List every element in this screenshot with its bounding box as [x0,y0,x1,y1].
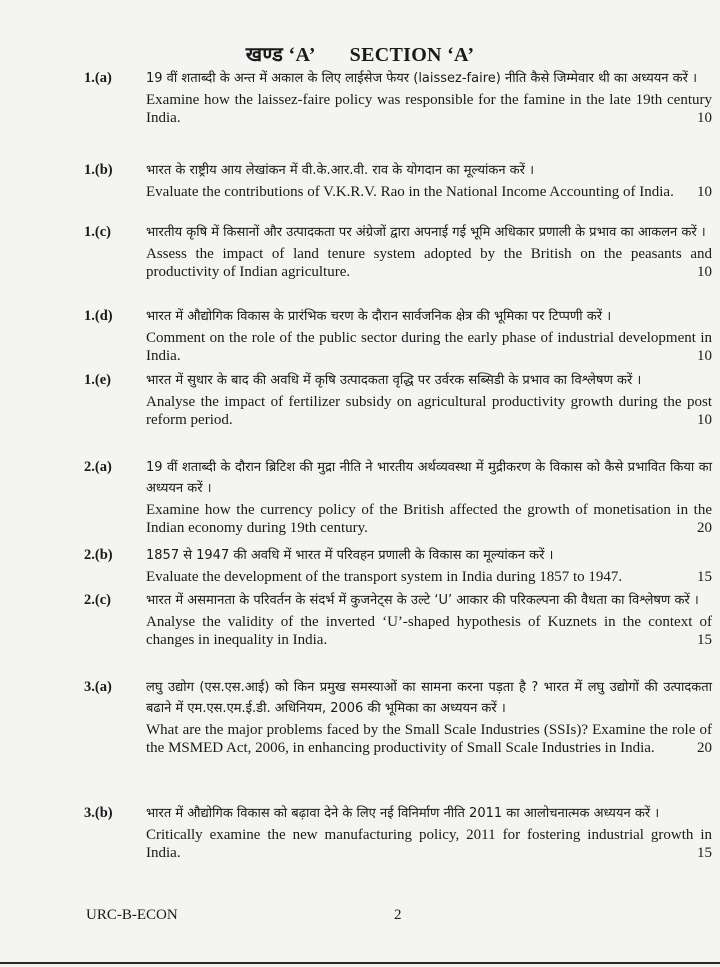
question-number: 1.(a) [84,70,112,86]
question-text: Evaluate the contributions of V.K.R.V. Rao in the National Income Accounting of India. [146,184,674,200]
question-text-hindi: भारत में सुधार के बाद की अवधि में कृषि उत्पादकता वृद्धि पर उर्वरक सब्सिडी के प्रभाव का विश्लेषण करें । [146,373,642,388]
question-text-english [146,92,712,127]
question-text-hindi: लघु उद्योग (एस.एस.आई) को किन प्रमुख समस्याओं का सामना करना पड़ता है ? भारत में लघु उद्योगों की उत्पादकता बढाने में एम.एस.एम.ई.डी. अधिनियम, 2006 की भूमिका का अध्ययन करें । [146,680,712,716]
question-marks: 20 [697,519,712,536]
question-text-english [146,394,712,429]
question-number: 2.(c) [84,592,111,608]
question-text: Evaluate the development of the transport system in India during 1857 to 1947. [146,569,623,585]
question-marks: 20 [697,739,712,756]
question-text-hindi: भारत के राष्ट्रीय आय लेखांकन में वी.के.आर.वी. राव के योगदान का मूल्यांकन करें । [146,163,535,178]
question-number: 3.(a) [84,679,112,695]
question-text-hindi: 1857 से 1947 की अवधि में भारत में परिवहन प्रणाली के विकास का मूल्यांकन करें । [146,548,554,563]
question-marks: 10 [697,263,712,280]
question-marks: 10 [697,347,712,364]
question-number: 2.(b) [84,547,113,563]
question-number: 1.(d) [84,308,113,324]
question-marks: 10 [697,184,712,200]
question-number: 1.(b) [84,162,113,178]
question-text: What are the major problems faced by the Small Scale Industries (SSIs)? Examine the role of the MSMED Act, 2006, in enhancing productivity of Small Scale Industries in India. [146,722,712,756]
question-text: Examine how the laissez-faire policy was responsible for the famine in the late 19th century India. [146,92,712,126]
page-number: 2 [394,907,402,923]
section-header [0,40,720,67]
question-text-hindi: भारत में औद्योगिक विकास के प्रारंभिक चरण के दौरान सार्वजनिक क्षेत्र की भूमिका पर टिप्पणी करें । [146,309,612,324]
question-text-hindi: भारत में असमानता के परिवर्तन के संदर्भ में कुजनेट्स के उल्टे ‘U’ आकार की परिकल्पना की वैधता का विश्लेषण करें । [146,593,699,608]
question-number: 3.(b) [84,805,113,821]
question-marks: 10 [697,109,712,126]
section-title-english: SECTION ‘A’ [349,44,475,66]
question-text-english [146,246,712,281]
section-title-hindi: खण्ड ‘A’ [245,44,316,66]
question-text: Analyse the validity of the inverted ‘U’-shaped hypothesis of Kuznets in the context of changes in inequality in India. [146,614,712,648]
question-text-english [146,502,712,537]
question-marks: 15 [697,631,712,648]
question-text-english [146,722,712,757]
question-marks: 15 [697,844,712,861]
question-text-hindi: भारत में औद्योगिक विकास को बढ़ावा देने के लिए नई विनिर्माण नीति 2011 का आलोचनात्मक अध्ययन करें । [146,806,660,821]
question-marks: 15 [697,569,712,585]
question-text: Comment on the role of the public sector during the early phase of industrial development in India. [146,330,712,364]
question-text: Assess the impact of land tenure system adopted by the British on the peasants and productivity of Indian agriculture. [146,246,712,280]
question-text-english [146,614,712,649]
question-text-hindi: 19 वीं शताब्दी के दौरान ब्रिटिश की मुद्रा नीति ने भारतीय अर्थव्यवस्था में मुद्रीकरण के विकास को कैसे प्रभावित किया का अध्ययन करें । [146,460,712,496]
question-number: 2.(a) [84,459,112,475]
question-text-english [146,827,712,862]
question-marks: 10 [697,411,712,428]
question-number: 1.(c) [84,224,111,240]
question-text-hindi: भारतीय कृषि में किसानों और उत्पादकता पर अंग्रेजों द्वारा अपनाई गई भूमि अधिकार प्रणाली के प्रभाव का आकलन करें । [146,225,706,240]
question-text-hindi: 19 वीं शताब्दी के अन्त में अकाल के लिए लाईसेज फेयर (laissez-faire) नीति कैसे जिम्मेवार थी का अध्ययन करें । [146,71,697,86]
question-text: Examine how the currency policy of the British affected the growth of monetisation in the Indian economy during 19th century. [146,502,712,536]
paper-code: URC-B-ECON [86,907,178,923]
question-text-english [146,330,712,365]
question-text: Analyse the impact of fertilizer subsidy on agricultural productivity growth during the post reform period. [146,394,712,428]
question-text-english [146,184,712,202]
page-bottom-rule [0,962,720,964]
question-text-english [146,569,712,587]
question-text: Critically examine the new manufacturing policy, 2011 for fostering industrial growth in India. [146,827,712,861]
question-number: 1.(e) [84,372,111,388]
